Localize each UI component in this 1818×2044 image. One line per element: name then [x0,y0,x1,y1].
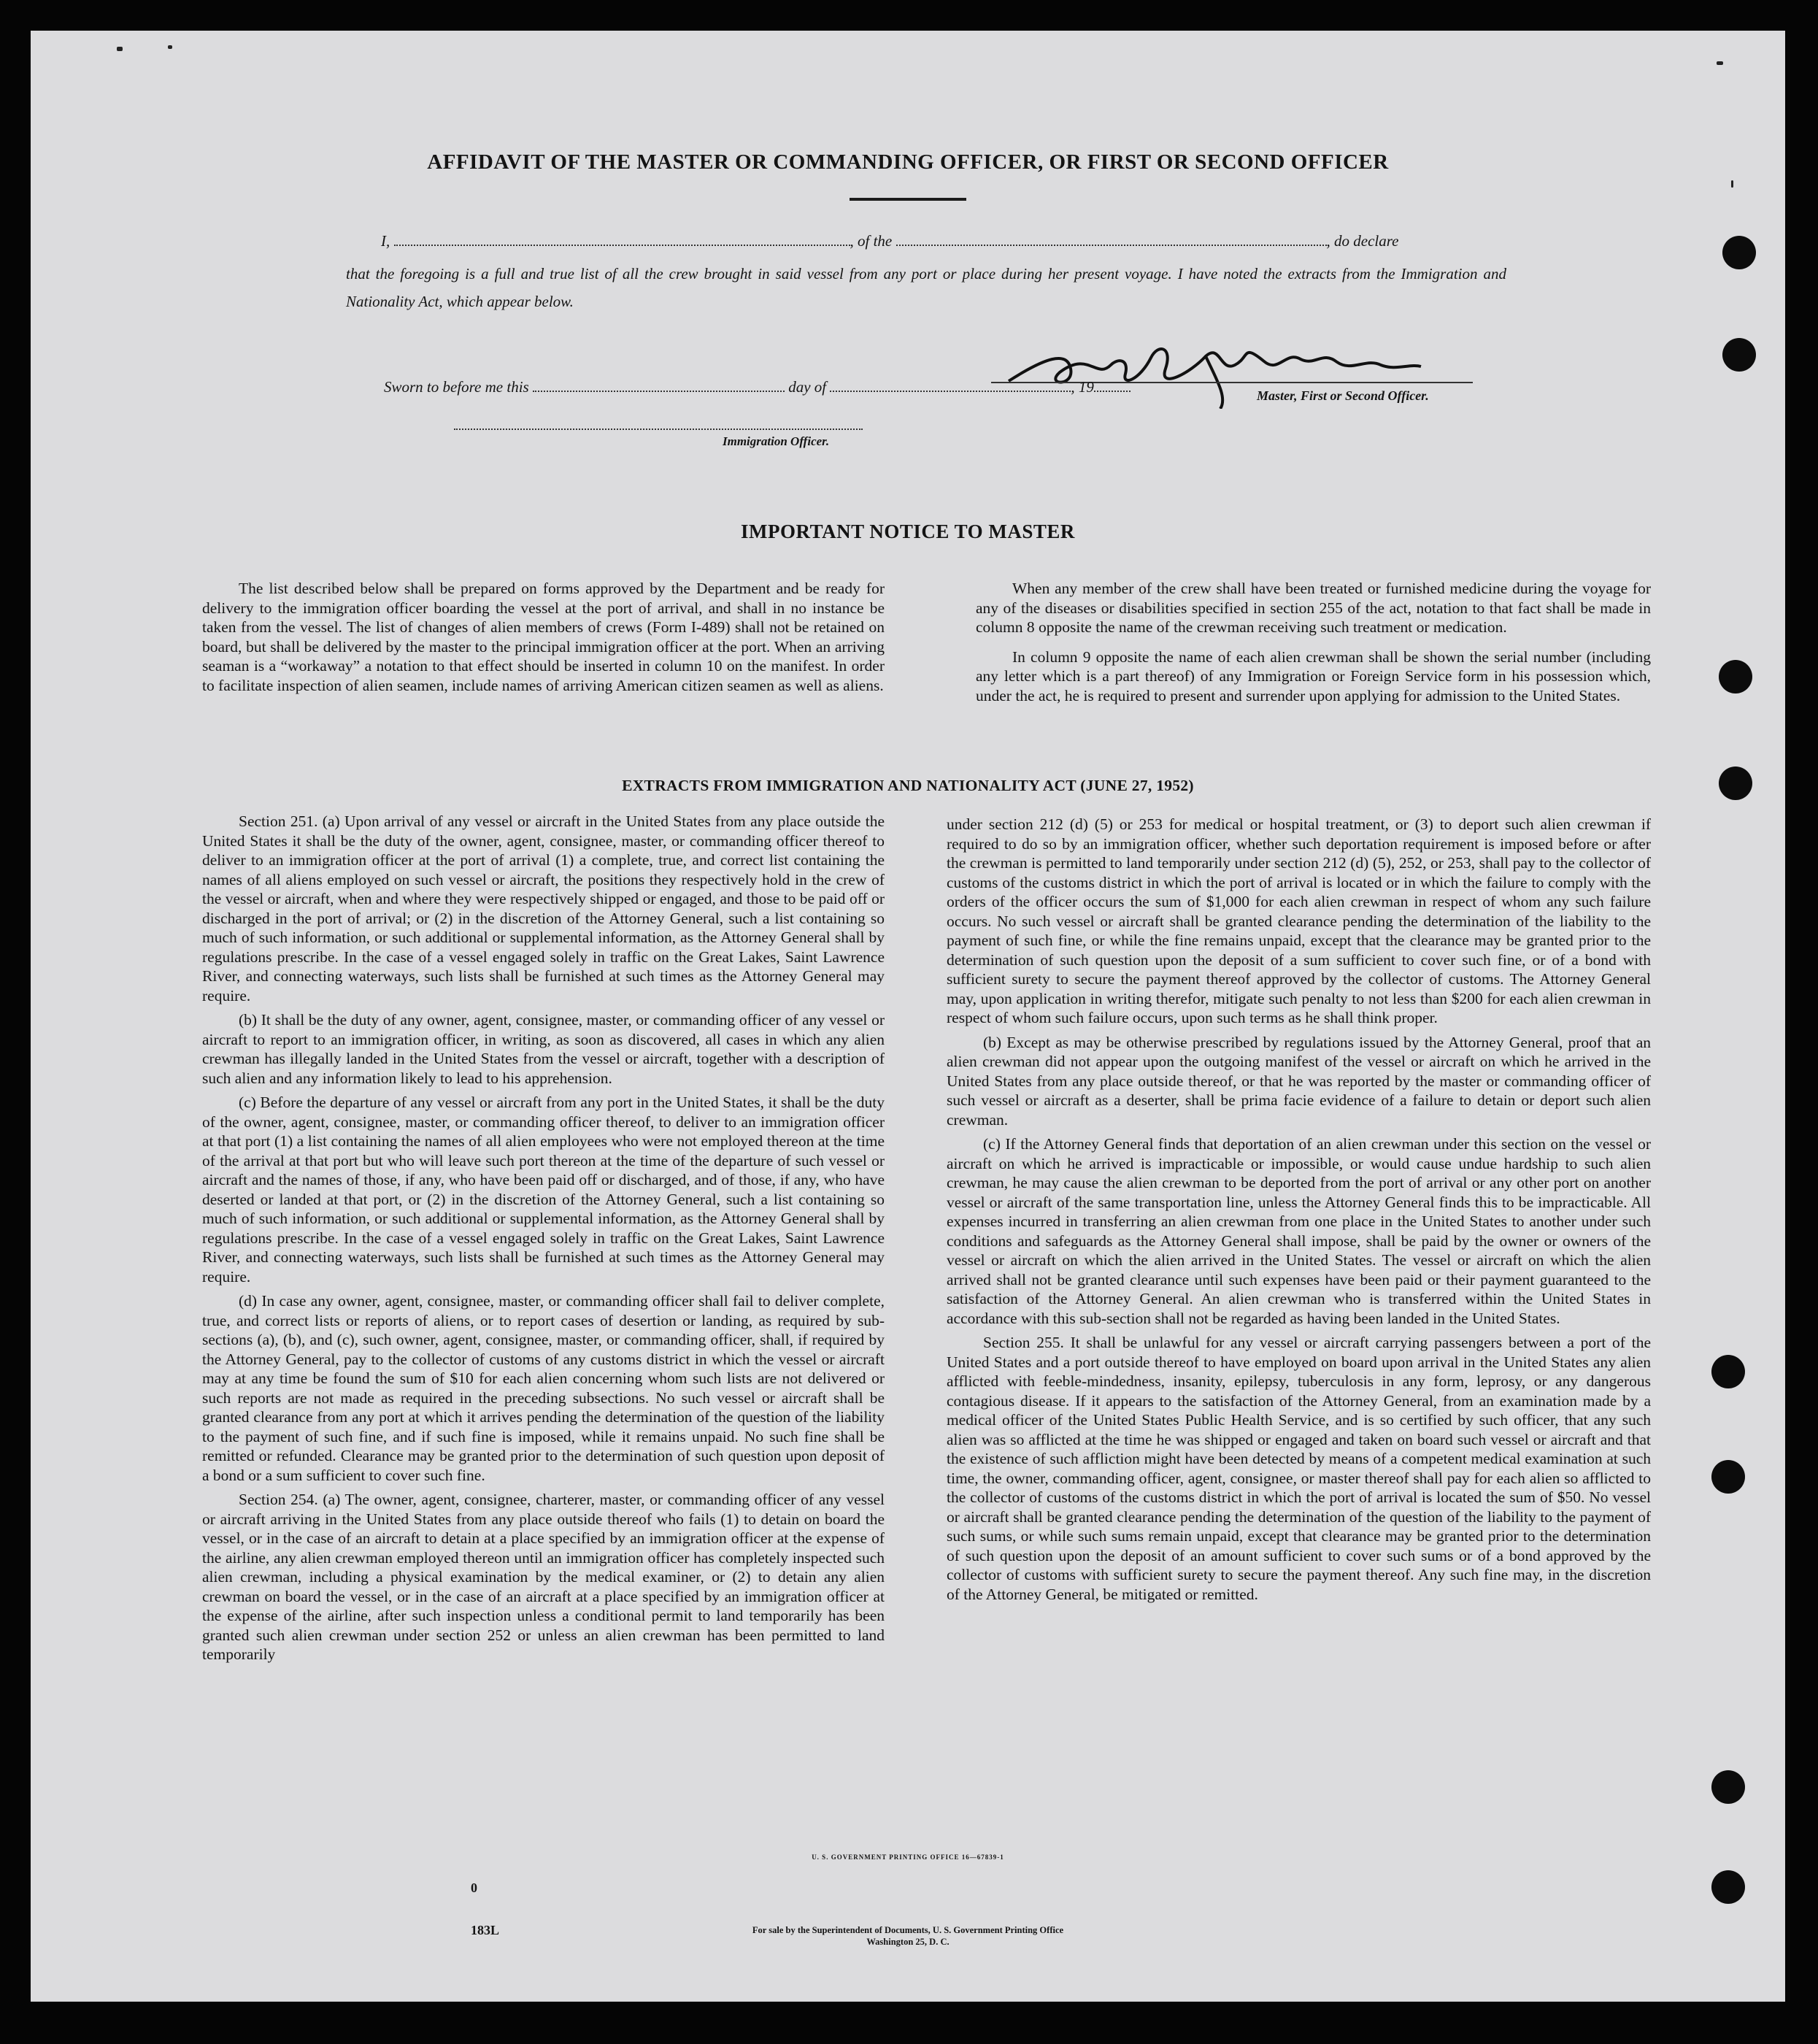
name-field[interactable] [394,244,850,246]
scan-speck [117,47,123,51]
notice-paragraph: In column 9 opposite the name of each alien crewman shall be shown the serial number (including any letter which is a part thereof) of any Immigration or Foreign Service form in his possession which, under the act, he is required to present and surrender upon applying for admission to the United States. [976,648,1651,704]
extract-paragraph: (c) Before the departure of any vessel or aircraft from any port in the United States, it shall be the duty of the owner, agent, consignee, master, or commanding officer thereof, to deliver to an immigration officer at that port (1) a list containing the names of all alien employees who were not employed thereon at the time of the arrival at that port but who will leave such port thereon at the time of the departure of such vessel or aircraft and the names of those, if any, who have been paid off or discharged, and of those, if any, who have deserted or landed at that port, or (2) in the discretion of the Attorney General, such a list containing so much of such information, or such additional or supplemental information, as the Attorney General shall by regulations prescribe. In the case of a vessel engaged solely in traffic on the Great Lakes, Saint Lawrence River, and connecting waterways, such lists shall be furnished at such times as the Attorney General may require. [202,1094,885,1286]
affidavit-title: AFFIDAVIT OF THE MASTER OR COMMANDING OFFICER, OR FIRST OR SECOND OFFICER [427,150,1389,174]
sale-line: For sale by the Superintendent of Documents, U. S. Government Printing Office [752,1925,1064,1935]
printing-office-line: U. S. GOVERNMENT PRINTING OFFICE 16—67839-1 [812,1853,1004,1861]
sworn-year: , 19 [1071,378,1094,396]
extract-paragraph: under section 212 (d) (5) or 253 for medical or hospital treatment, or (3) to deport such alien crewman if required to do so by an immigration officer, whether such deportation requirement is imposed before or after the crewman is permitted to land temporarily under section 212 (d) (5), 252, or 253, shall pay to the collector of customs of the customs district in which the port of arrival is located or in which the failure to comply with the orders of the officer occurs the sum of $1,000 for each alien crewman in respect of whom any such failure occurs. No such vessel or aircraft shall be granted clearance pending the determination of the liability to the payment of such fine, or while the fine remains unpaid, except that the clearance may be granted prior to the determination of such question upon the deposit of a sum sufficient to cover such fine, or of a bond with sufficient surety to secure the payment thereof approved by the collector of customs. The Attorney General may, upon application in writing therefor, mitigate such penalty to not less than $200 for each alien crewman in respect of whom such failure occurs, upon such terms as he shall think proper. [947,815,1651,1026]
extract-paragraph: (b) Except as may be otherwise prescribed by regulations issued by the Attorney General, proof that an alien crewman did not appear upon the outgoing manifest of the vessel or aircraft on which he arrived in the United States from any place outside thereof, or that he was reported by the master or commanding officer of such vessel or aircraft as a deserter, shall be prima facie evidence of a failure to detain or deport such alien crewman. [947,1033,1651,1129]
extract-paragraph: Section 254. (a) The owner, agent, consignee, charterer, master, or commanding officer of any vessel or aircraft arriving in the United States from any place outside thereof who fails (1) to detain on board the vessel, or in the case of an aircraft to detain at a place specified by an immigration officer at the expense of the airline, any alien crewman employed thereon until an immigration officer has completely inspected such alien crewman, including a physical examination by the medical examiner, or (2) to detain any alien crewman on board the vessel, or in the case of an aircraft at a place specified by an immigration officer at the expense of the airline, after such inspection unless a conditional permit to land temporarily has been granted such alien crewman under section 252 or unless an alien crewman has been permitted to land temporarily [202,1491,885,1663]
declaration-text: that the foregoing is a full and true list of all the crew brought in said vessel from any port or place during her present voyage. I have noted the extracts from the Immigration and Nationality Act, which appear below. [346,265,1506,310]
stray-mark: 183L [471,1923,500,1937]
scan-speck [168,45,172,49]
binder-hole [1711,1770,1745,1804]
extracts-title: EXTRACTS FROM IMMIGRATION AND NATIONALITY ACT (JUNE 27, 1952) [622,777,1194,794]
notice-paragraph: When any member of the crew shall have been treated or furnished medicine during the voyage for any of the diseases or disabilities specified in section 255 of the act, notation to that fact shall be made in column 8 opposite the name of the crewman receiving such treatment or medication. [976,580,1651,636]
declaration-prefix: I, [381,232,390,250]
scan-speck [1717,61,1723,65]
extract-paragraph: (d) In case any owner, agent, consignee, master, or commanding officer shall fail to deliver complete, true, and correct lists or reports of aliens, or to report cases of desertion or landing, as required by sub-sections (a), (b), and (c), such owner, agent, consignee, master, or commanding officer, shall, if required by the Attorney General, pay to the collector of customs of any customs district in which the vessel or aircraft may at any time be found the sum of $10 for each alien concerning whom such lists are not delivered or such reports are not made as required in the preceding subsections. No such vessel or aircraft shall be granted clearance from any port at which it arrives pending the determination of the question of the liability to the payment of such fine, and if such fine is imposed, while it remains unpaid. No such fine shall be remitted or refunded. Clearance may be granted prior to the determination of such question upon deposit of a bond or a sum sufficient to cover such fine. [202,1292,885,1484]
binder-hole [1719,660,1752,694]
officer-signature-line[interactable] [454,429,863,430]
signature-caption: Master, First or Second Officer. [1257,388,1429,403]
notice-title: IMPORTANT NOTICE TO MASTER [741,520,1075,542]
binder-hole [1711,1460,1745,1494]
extract-paragraph: (b) It shall be the duty of any owner, agent, consignee, master, or commanding officer of any vessel or aircraft to report to an immigration officer, in writing, as soon as discovered, all cases in which any alien crewman has illegally landed in the United States from the vessel or aircraft, together with a description of such alien and any information likely to lead to his apprehension. [202,1011,885,1087]
scan-speck [1731,180,1733,188]
declaration-mid: , of the [850,232,893,250]
extract-paragraph: Section 251. (a) Upon arrival of any vessel or aircraft in the United States from any place outside the United States it shall be the duty of the owner, agent, consignee, master, or commanding officer thereof to deliver to an immigration officer at the port of arrival (1) a complete, true, and correct list containing the names of all aliens employed on such vessel or aircraft, the positions they respectively hold in the crew of the vessel or aircraft, when and where they were respectively shipped or engaged, and those to be paid off or discharged in the port of arrival; or (2) in the discretion of the Attorney General, such a list containing so much of such information, or such additional or supplemental information, as the Attorney General shall by regulations prescribe. In the case of a vessel engaged solely in traffic on the Great Lakes, Saint Lawrence River, and connecting waterways, such lists shall be furnished at such times as the Attorney General may require. [202,812,885,1004]
declaration-suffix: , do declare [1326,232,1399,250]
extract-paragraph: Section 255. It shall be unlawful for any vessel or aircraft carrying passengers between a port of the United States and a port outside thereof to have employed on board upon arrival in the United States any alien afflicted with feeble-mindedness, insanity, epilepsy, tuberculosis in any form, leprosy, or any dangerous contagious disease. If it appears to the satisfaction of the Attorney General, from an examination made by a medical officer of the United States Public Health Service, and is so certified by such officer, that any such alien was so afflicted at the time he was shipped or engaged and taken on board such vessel or aircraft and that the existence of such affliction might have been detected by means of a competent medical examination at such time, the owner, commanding officer, agent, consignee, or master thereof shall pay for each alien so afflicted to the collector of customs of the customs district in which the port of arrival is located the sum of $50. No vessel or aircraft shall be granted clearance pending the determination of the question of the liability to the payment of such sums, or while such sums remain unpaid, except that clearance may be granted prior to the determination of such question upon the deposit of an amount sufficient to cover such sums or of a bond approved by the collector of customs with sufficient surety to secure the payment thereof. Any such fine may, in the discretion of the Attorney General, be mitigated or remitted. [947,1334,1651,1603]
officer-caption: Immigration Officer. [723,434,830,448]
sworn-mid: day of [788,378,827,396]
sale-line: Washington 25, D. C. [866,1937,950,1947]
sworn-year-field[interactable] [1094,390,1131,392]
binder-hole [1711,1870,1745,1904]
notice-paragraph: The list described below shall be prepared on forms approved by the Department and be ready for delivery to the immigration officer boarding the vessel at the port of arrival, and shall in no instance be taken from the vessel. The list of changes of alien members of crews (Form I-489) shall not be retained on board, but shall be delivered by the master to the principal immigration officer at the port. When an arriving seaman is a “workaway” a notation to that effect should be inserted in column 10 on the manifest. In order to facilitate inspection of alien seamen, include names of arriving American citizen seamen as well as aliens. [202,580,885,694]
sworn-day-field[interactable] [533,390,785,392]
vessel-field[interactable] [896,244,1327,246]
declaration-line [381,232,1505,250]
sworn-line [384,378,1131,396]
binder-hole [1722,236,1756,269]
form-page [31,31,1785,2002]
extract-paragraph: (c) If the Attorney General finds that deportation of an alien crewman under this section on the vessel or aircraft on which he arrived is impracticable or impossible, or would cause undue hardship to such alien crewman, he may cause the alien crewman to be deported from the port of arrival or any other port on another vessel or aircraft of the same transportation line, unless the Attorney General finds this to be impracticable. All expenses incurred in transferring an alien crewman from one place in the United States to another under such conditions and safeguards as the Attorney General shall impose, shall be paid by the owner or owners of the vessel or aircraft on which the alien arrived in the United States. The vessel or aircraft on which the alien arrived shall not be granted clearance until such expenses have been paid or their payment guaranteed to the satisfaction of the Attorney General. An alien crewman who is transferred within the United States in accordance with this sub-section shall not be regarded as having been landed in the United States. [947,1135,1651,1327]
stray-mark: 0 [471,1880,477,1895]
binder-hole [1711,1355,1745,1388]
sworn-month-field[interactable] [830,390,1071,392]
sworn-prefix: Sworn to before me this [384,378,529,396]
title-rule [850,198,966,201]
binder-hole [1722,338,1756,372]
